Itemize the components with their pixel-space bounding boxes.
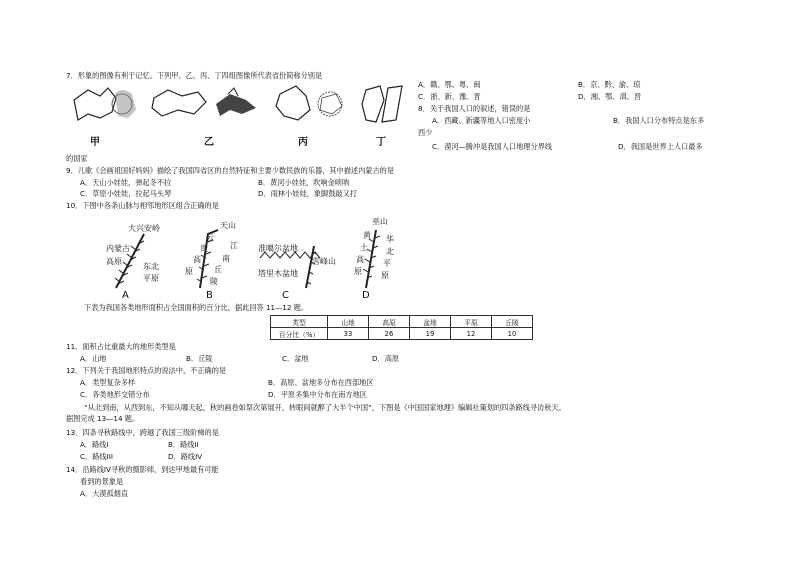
table-header: 盆地 — [410, 316, 451, 328]
q14-stem-cont: 看到的景象是 — [80, 477, 124, 486]
label-yuan-d2: 原 — [381, 271, 389, 280]
q11-option-b: B．丘陵 — [186, 354, 213, 363]
q11-stem: 11．面积占比重最大的地形类型是 — [66, 342, 176, 351]
label-daxinganling: 大兴安岭 — [128, 224, 160, 233]
table-header: 丘陵 — [492, 316, 533, 328]
diagram-letter-b: B — [206, 290, 213, 301]
table-cell: 12 — [451, 328, 492, 340]
q9-option-b: B．黄河小娃娃，吹响金唢呐 — [258, 178, 350, 187]
passage-line-2: 据图完成 13—14 题。 — [66, 414, 140, 423]
q8-stem: 8．关于我国人口的叙述，错误的是 — [418, 104, 531, 113]
terrain-percent-table — [270, 315, 533, 340]
table-cell: 33 — [328, 328, 369, 340]
q7-option-b: B．京、黔、渝、琼 — [578, 80, 641, 89]
label-huang: 黄 — [363, 231, 371, 240]
label-ping: 平 — [383, 259, 391, 268]
diagram-letter-d: D — [362, 290, 370, 301]
q11-option-c: C．盆地 — [282, 354, 309, 363]
label-tianshan: 天山 — [220, 221, 236, 230]
table-header: 类型 — [271, 316, 328, 328]
label-pingyuan: 平原 — [143, 274, 159, 283]
q7-option-c: C．浙、新、豫、晋 — [418, 92, 481, 101]
label-gui: 贵 — [200, 244, 208, 253]
q8-option-a: A．西藏、新疆等地人口密度小 — [432, 116, 531, 125]
image-label-jia: 甲 — [90, 137, 100, 148]
label-ling: 陵 — [210, 277, 218, 286]
q7-stem: 7．形象的图像有利于记忆。下列甲、乙、丙、丁四组图像所代表省份简称分别是 — [66, 71, 323, 80]
table-header: 平原 — [451, 316, 492, 328]
q8-option-d: D．我国是世界上人口最多 — [618, 142, 703, 151]
image-label-bing: 丙 — [298, 137, 308, 148]
q7-option-a: A．赣、鄂、粤、闽 — [418, 80, 481, 89]
table-cell: 26 — [369, 328, 410, 340]
label-yuan-d1: 原 — [354, 267, 362, 276]
q13-option-c: C．路线III — [80, 452, 113, 461]
q12-option-d: D．平原多集中分布在南方地区 — [268, 390, 367, 399]
q8-option-d-cont: 的国家 — [66, 154, 88, 163]
label-dongbei: 东北 — [143, 262, 159, 271]
q10-stem: 10．下图中各条山脉与相邻地形区组合正确的是 — [66, 201, 219, 210]
q7-option-d: D．湘、鄂、滇、晋 — [578, 92, 642, 101]
table-header: 山地 — [328, 316, 369, 328]
q13-option-a: A．路线I — [80, 440, 109, 449]
label-bei: 北 — [386, 247, 394, 256]
q8-option-b: B．我国人口分布特点是东多 — [613, 116, 705, 125]
table-header: 高原 — [369, 316, 410, 328]
q11-option-d: D．高原 — [372, 354, 400, 363]
q13-stem: 13．四条寻秋路线中，跨越了我国三级阶梯的是 — [66, 428, 219, 437]
q11-option-a: A．山地 — [80, 354, 107, 363]
label-qiu: 丘 — [214, 265, 222, 274]
q12-stem: 12．下列关于我国地形特点的说法中，不正确的是 — [66, 366, 227, 375]
label-wushan: 巫山 — [372, 217, 388, 226]
q12-option-a: A．类型复杂多样 — [80, 378, 136, 387]
label-tarim: 塔里木盆地 — [258, 269, 298, 278]
label-neimenggu: 内蒙古 — [106, 244, 130, 253]
passage-line-1: “从北到南，从西到东，不知从哪天起，秋的画卷如祭次第展开，转眼间就醉了大半个中国”，下图是《中国国家地理》编辑社策划的四条路线寻访秋天。 — [84, 403, 566, 412]
image-label-ding: 丁 — [376, 137, 386, 148]
q12-option-b: B．高原、盆地多分布在西部地区 — [268, 378, 374, 387]
q9-option-d: D．雨林小娃娃，象脚鼓敲又打 — [258, 189, 357, 198]
label-yun: 云 — [206, 233, 214, 242]
province-shape-images — [70, 80, 415, 132]
table-row-label: 百分比（%） — [271, 328, 328, 340]
table-row — [271, 328, 533, 340]
label-jiang: 江 — [230, 241, 238, 250]
q14-option-a: A．大漠孤烟直 — [80, 489, 129, 498]
label-gao: 高 — [193, 255, 201, 264]
label-hua: 华 — [386, 235, 394, 244]
q9-option-c: C．草原小娃娃，拉起马头琴 — [80, 189, 172, 198]
q9-option-a: A．天山小娃娃，弹起冬不拉 — [80, 178, 172, 187]
label-xuefengshan: 雪峰山 — [312, 257, 336, 266]
q13-option-b: B．路线II — [168, 440, 199, 449]
q13-option-d: D．路线IV — [168, 452, 203, 461]
q14-stem: 14．沿路线IV寻秋的摄影师，到达甲地最有可能 — [66, 465, 219, 474]
q8-option-c: C．漠河—腾冲是我国人口地理分界线 — [432, 142, 553, 151]
table-intro: 下表为我国各类地形面积占全国面积的百分比，据此回答 11—12 题。 — [84, 303, 309, 312]
table-header-row — [271, 316, 533, 328]
q9-stem: 9．儿歌《会画祖国好妈妈》描绘了我国四省区的自然特征和主要少数民族的乐器，其中描述内蒙古的是 — [66, 166, 395, 175]
diagram-letter-c: C — [282, 290, 289, 301]
q12-option-c: C．各类地形交错分布 — [80, 390, 150, 399]
label-gao-d: 高 — [356, 255, 364, 264]
label-tu: 土 — [360, 243, 368, 252]
table-cell: 19 — [410, 328, 451, 340]
label-gaoyuan: 高原 — [106, 257, 122, 266]
image-label-yi: 乙 — [204, 137, 214, 148]
q8-option-b-cont: 西少 — [418, 128, 433, 137]
label-junggar: 准噶尔盆地 — [258, 244, 298, 253]
label-nan: 南 — [222, 254, 230, 263]
diagram-letter-a: A — [122, 290, 129, 301]
table-cell: 10 — [492, 328, 533, 340]
label-yuan: 原 — [185, 267, 193, 276]
